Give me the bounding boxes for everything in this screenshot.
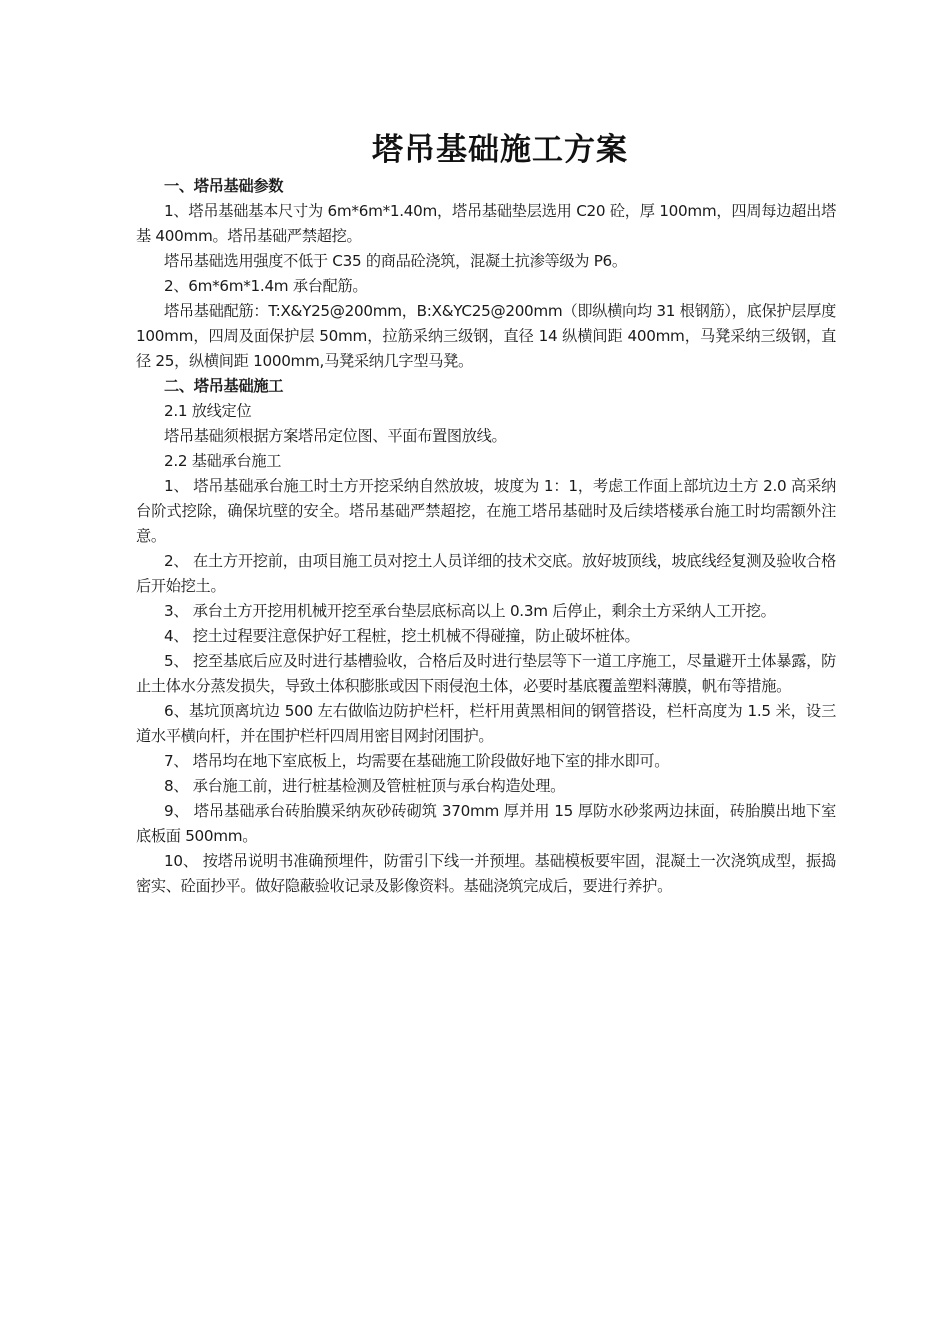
- paragraph: 塔吊基础配筋：T:X&Y25@200mm，B:X&YC25@200mm（即纵横向均 31 根钢筋），底保护层厚度 100mm，四周及面保护层 50mm，拉筋采纳三级钢，直径 14 纵横间距 400mm，马凳采纳三级钢，直径 25，纵横间距 1000mm,马凳采纳几字型马凳。: [136, 302, 836, 370]
- paragraph: 1、塔吊基础基本尺寸为 6m*6m*1.40m，塔吊基础垫层选用 C20 砼，厚 100mm，四周每边超出塔基 400mm。塔吊基础严禁超挖。: [136, 202, 836, 245]
- subsection-heading: 2.1 放线定位: [164, 402, 252, 420]
- list-item: 10、 按塔吊说明书准确预埋件，防雷引下线一并预埋。基础模板要牢固，混凝土一次浇筑成型，振捣密实、砼面抄平。做好隐蔽验收记录及影像资料。基础浇筑完成后，要进行养护。: [136, 852, 836, 895]
- section-heading-parameters: 一、塔吊基础参数: [164, 177, 284, 195]
- list-item: 3、 承台土方开挖用机械开挖至承台垫层底标高以上 0.3m 后停止，剩余土方采纳人工开挖。: [164, 602, 776, 620]
- paragraph: 塔吊基础选用强度不低于 C35 的商品砼浇筑，混凝土抗渗等级为 P6。: [164, 252, 627, 270]
- list-item: 6、基坑顶离坑边 500 左右做临边防护栏杆，栏杆用黄黑相间的钢管搭设，栏杆高度为 1.5 米，设三道水平横向杆，并在围护栏杆四周用密目网封闭围护。: [136, 702, 836, 745]
- document-body: [136, 174, 836, 899]
- paragraph: 2、6m*6m*1.4m 承台配筋。: [164, 277, 368, 295]
- list-item: 1、 塔吊基础承台施工时土方开挖采纳自然放坡，坡度为 1：1，考虑工作面上部坑边土方 2.0 高采纳台阶式挖除，确保坑壁的安全。塔吊基础严禁超挖，在施工塔吊基础时及后续塔楼承台施工时均需额外注意。: [136, 477, 836, 545]
- section-heading-construction: 二、塔吊基础施工: [164, 377, 284, 395]
- list-item: 2、 在土方开挖前，由项目施工员对挖土人员详细的技术交底。放好坡顶线，坡底线经复测及验收合格后开始挖土。: [136, 552, 836, 595]
- subsection-heading: 2.2 基础承台施工: [164, 452, 282, 470]
- list-item: 5、 挖至基底后应及时进行基槽验收，合格后及时进行垫层等下一道工序施工，尽量避开土体暴露，防止土体水分蒸发损失，导致土体积膨胀或因下雨侵泡土体，必要时基底覆盖塑料薄膜，帆布等措施。: [136, 652, 836, 695]
- list-item: 8、 承台施工前，进行桩基检测及管桩桩顶与承台构造处理。: [164, 777, 565, 795]
- list-item: 9、 塔吊基础承台砖胎膜采纳灰砂砖砌筑 370mm 厚并用 15 厚防水砂浆两边抹面，砖胎膜出地下室底板面 500mm。: [136, 802, 836, 845]
- list-item: 4、 挖土过程要注意保护好工程桩，挖土机械不得碰撞，防止破坏桩体。: [164, 627, 640, 645]
- list-item: 7、 塔吊均在地下室底板上，均需要在基础施工阶段做好地下室的排水即可。: [164, 752, 670, 770]
- paragraph: 塔吊基础须根据方案塔吊定位图、平面布置图放线。: [164, 427, 507, 445]
- document-title: 塔吊基础施工方案: [372, 132, 628, 168]
